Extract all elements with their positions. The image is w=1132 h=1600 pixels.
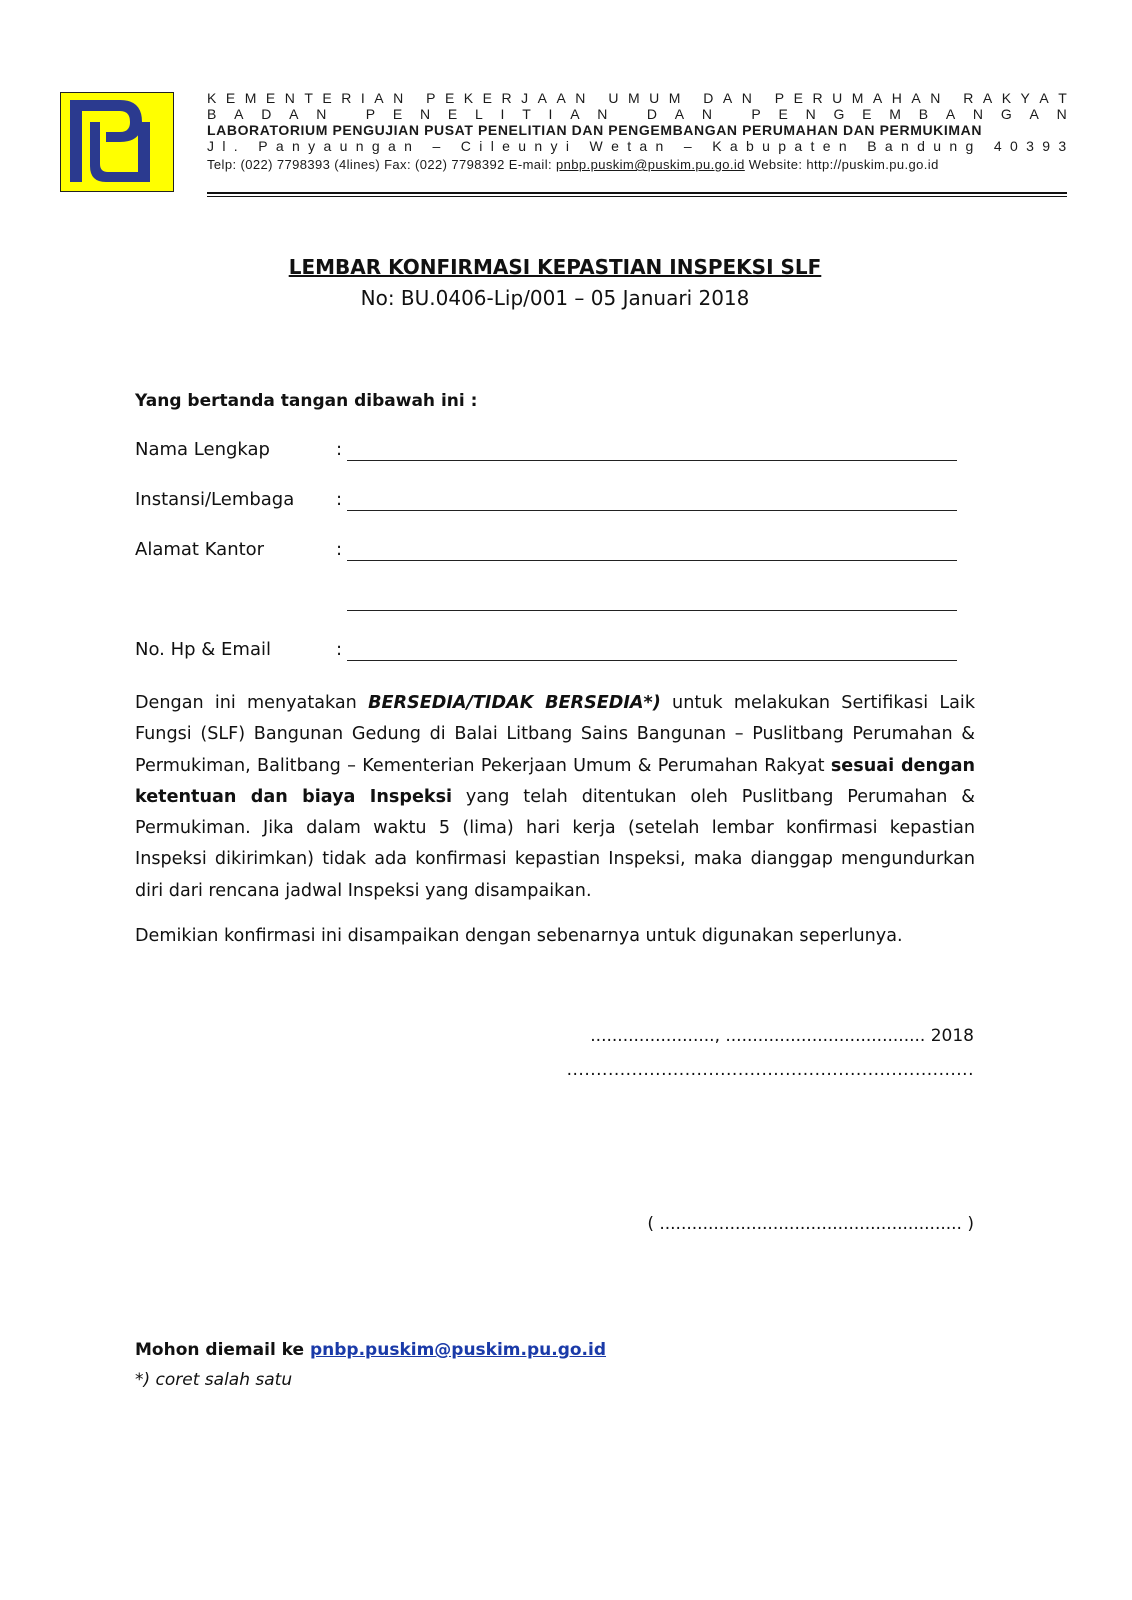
letterhead-char: U (832, 90, 843, 106)
letterhead-char: A (1039, 90, 1049, 106)
letterhead-char: D (703, 90, 714, 106)
letterhead-char: M (668, 90, 681, 106)
letterhead-char: D (646, 106, 657, 122)
letterhead-char: W (589, 138, 603, 154)
letterhead-char: 0 (1009, 138, 1018, 154)
letterhead-char: B (867, 138, 877, 154)
letterhead-char: E (444, 90, 455, 106)
letterhead-char (730, 106, 734, 122)
letterhead-char: a (794, 138, 803, 154)
letterhead-char: a (729, 138, 738, 154)
letterhead-char: l (222, 138, 226, 154)
letterhead-char: l (490, 138, 494, 154)
letterhead-char: n (901, 138, 909, 154)
colon: : (336, 489, 343, 510)
letterhead-char: e (822, 138, 831, 154)
letterhead-char: – (432, 138, 441, 154)
letterhead-char: A (556, 90, 566, 106)
footer-prefix: Mohon diemail ke (135, 1340, 310, 1360)
letterhead-char: Y (1020, 90, 1030, 106)
document-number: No: BU.0406-Lip/001 – 05 Januari 2018 (360, 286, 750, 310)
letterhead-char: I (360, 90, 365, 106)
letterhead (207, 90, 1067, 173)
letterhead-char: A (911, 90, 921, 106)
letterhead-char: a (387, 138, 396, 154)
letterhead-char: i (565, 138, 569, 154)
letterhead-char: N (316, 106, 327, 122)
letterhead-char (420, 138, 424, 154)
contact-line (207, 157, 1067, 173)
letterhead-char (449, 138, 453, 154)
letterhead-char (413, 90, 417, 106)
letterhead-char: p (778, 138, 787, 154)
letterhead-char (344, 106, 348, 122)
letterhead-char: R (812, 90, 823, 106)
signature-date: ......................., ..................................... 2018 (590, 1026, 974, 1046)
letterhead-char: E (447, 106, 458, 122)
ministry-name (207, 90, 1067, 106)
letterhead-char (625, 106, 629, 122)
field-label-nama: Nama Lengkap (135, 439, 270, 460)
letterhead-char: b (746, 138, 754, 154)
letterhead-char: A (945, 106, 956, 122)
letterhead-char: N (930, 90, 941, 106)
letterhead-char (982, 138, 986, 154)
alamat-line-1[interactable] (347, 560, 957, 561)
letterhead-email-link[interactable]: pnbp.puskim@puskim.pu.go.id (556, 157, 745, 172)
letterhead-char: G (833, 106, 845, 122)
letterhead-char: I (548, 106, 553, 122)
nama-lengkap-line[interactable] (347, 460, 957, 461)
letterhead-char: n (534, 138, 543, 154)
letterhead-char: R (963, 90, 974, 106)
letterhead-char: A (872, 90, 883, 106)
letterhead-char: E (322, 90, 332, 106)
letterhead-char: M (889, 106, 901, 122)
footer-email-line (135, 1340, 606, 1360)
letterhead-char: L (474, 106, 483, 122)
letterhead-char: G (1000, 106, 1012, 122)
letterhead-char: A (537, 90, 547, 106)
letterhead-char: R (501, 90, 512, 106)
choice-text: BERSEDIA/TIDAK BERSEDIA*) (368, 693, 661, 713)
closing-text: Demikian konfirmasi ini disampaikan dengan sebenarnya untuk digunakan seperlunya. (135, 926, 903, 946)
pu-logo (60, 92, 174, 192)
para-text: untuk melakukan Sertifikasi Laik Fungsi (SLF) Bangunan Gedung di Balai Litbang Sains Bangunan – Puslitbang Perumahan & Permukiman, Balitbang – Kementerian Pekerjaan Umum & Perumahan Rakyat (135, 693, 976, 776)
letterhead-char (595, 90, 599, 106)
colon: : (336, 439, 343, 460)
letterhead-char: A (234, 106, 244, 122)
letterhead-char: N (393, 90, 404, 106)
letterhead-char: E (225, 90, 236, 106)
letterhead-char: u (339, 138, 348, 154)
letterhead-char: u (933, 138, 942, 154)
letterhead-char: a (323, 138, 332, 154)
letterhead-char: T (522, 106, 531, 122)
letterhead-char: 3 (1026, 138, 1034, 154)
letterhead-char: n (949, 138, 958, 154)
letterhead-char: B (207, 106, 217, 122)
letterhead-char: i (479, 138, 483, 154)
letterhead-char: E (265, 90, 276, 106)
letterhead-char: P (365, 106, 376, 122)
letterhead-char (950, 90, 954, 106)
letterhead-char: n (838, 138, 847, 154)
colon: : (336, 639, 343, 660)
letterhead-char: K (207, 90, 217, 106)
letterhead-char: d (917, 138, 925, 154)
agency-name (207, 106, 1067, 122)
signature-role: ..................................................................... (566, 1060, 974, 1080)
letterhead-char: A (982, 90, 993, 106)
website: Website: http://puskim.pu.go.id (744, 157, 939, 172)
letterhead-char: P (774, 90, 785, 106)
letterhead-char: P (258, 138, 268, 154)
letterhead-char: a (884, 138, 893, 154)
bold-terms: sesuai dengan ketentuan dan biaya Inspeksi (135, 755, 975, 807)
letterhead-char: e (611, 138, 619, 154)
letterhead-char: n (292, 138, 300, 154)
letterhead-char: u (762, 138, 770, 154)
letterhead-char (672, 138, 676, 154)
footer-email-link[interactable]: pnbp.puskim@puskim.pu.go.id (309, 1340, 607, 1360)
letterhead-char: u (518, 138, 527, 154)
instansi-line[interactable] (347, 510, 957, 511)
letterhead-char: P (426, 90, 436, 106)
field-label-hp-email: No. Hp & Email (135, 639, 271, 660)
letterhead-char: y (550, 138, 558, 154)
letterhead-char: E (862, 106, 872, 122)
letterhead-char: M (627, 90, 640, 106)
letterhead-char: N (741, 90, 752, 106)
letterhead-char: . (233, 138, 238, 154)
letterhead-char (690, 90, 694, 106)
letterhead-char: t (627, 138, 632, 154)
colon: : (336, 539, 343, 560)
letterhead-char: a (275, 138, 284, 154)
statement-paragraph (135, 688, 975, 907)
letterhead-char (761, 90, 765, 106)
letterhead-char: N (575, 90, 586, 106)
letterhead-char: y (308, 138, 316, 154)
letterhead-char: B (918, 106, 929, 122)
letterhead-char: N (1056, 106, 1067, 122)
letterhead-char (246, 138, 250, 154)
letterhead-char: – (683, 138, 692, 154)
letterhead-char: N (701, 106, 712, 122)
letterhead-char: N (419, 106, 431, 122)
letterhead-char: a (639, 138, 648, 154)
footnote: *) coret salah satu (135, 1370, 293, 1390)
letterhead-char: K (463, 90, 474, 106)
letterhead-char: N (284, 90, 295, 106)
letterhead-char: R (341, 90, 352, 106)
letterhead-char: A (722, 90, 733, 106)
letterhead-char: A (1029, 106, 1039, 122)
letterhead-char: n (404, 138, 412, 154)
letterhead-char: M (244, 90, 257, 106)
letterhead-char (855, 138, 859, 154)
alamat-line-2[interactable] (347, 610, 957, 611)
letterhead-char: N (597, 106, 608, 122)
letterhead-char: H (891, 90, 902, 106)
letterhead-char: U (608, 90, 619, 106)
letterhead-char: J (521, 90, 529, 106)
letterhead-char: g (965, 138, 974, 154)
letterhead-char: E (778, 106, 788, 122)
letterhead-char: A (374, 90, 384, 106)
letterhead-char: N (972, 106, 984, 122)
letterhead-char: I (500, 106, 505, 122)
letterhead-char: J (207, 138, 214, 154)
letterhead-char: t (810, 138, 815, 154)
field-label-alamat: Alamat Kantor (135, 539, 265, 560)
contact-prefix: Telp: (022) 7798393 (4lines) Fax: (022) 7798392 E-mail: (207, 157, 557, 172)
header-rule-thin (207, 196, 1067, 197)
intro-text: Yang bertanda tangan dibawah ini : (135, 391, 478, 411)
letterhead-char (577, 138, 581, 154)
letterhead-char: P (751, 106, 761, 122)
letterhead-char: E (482, 90, 492, 106)
para-text: Dengan ini menyatakan (135, 693, 369, 713)
letterhead-char: n (655, 138, 664, 154)
address (207, 138, 1067, 154)
letterhead-char: A (570, 106, 580, 122)
letterhead-char: D (261, 106, 272, 122)
letterhead-char: n (355, 138, 364, 154)
lab-name: LABORATORIUM PENGUJIAN PUSAT PENELITIAN DAN PENGEMBANGAN PERUMAHAN DAN PERMUKIMAN (207, 122, 983, 138)
para-text: yang telah ditentukan oleh Puslitbang Perumahan & Permukiman. Jika dalam waktu 5 (lima) hari kerja (setelah lembar konfirmasi kepastian Inspeksi dikirimkan) tidak ada konfirmasi kepastian Inspeksi, maka dianggap mengundurkan diri dari rencana jadwal Inspeksi yang disampaikan. (135, 786, 975, 901)
letterhead-char: 4 (993, 138, 1002, 154)
letterhead-char: 3 (1058, 138, 1067, 154)
letterhead-char: E (392, 106, 403, 122)
letterhead-char: E (793, 90, 803, 106)
letterhead-char: T (304, 90, 313, 106)
letterhead-char: e (502, 138, 510, 154)
letterhead-char: A (289, 106, 299, 122)
letterhead-char: 9 (1042, 138, 1051, 154)
letterhead-char: C (460, 138, 471, 154)
letterhead-char: U (649, 90, 660, 106)
letterhead-char: K (712, 138, 722, 154)
letterhead-char: g (371, 138, 380, 154)
letterhead-char: N (805, 106, 816, 122)
signature-name: ( ........................................................ ) (647, 1214, 974, 1234)
header-rule (207, 192, 1067, 194)
letterhead-char: A (674, 106, 685, 122)
letterhead-char: T (1058, 90, 1067, 106)
hp-email-line[interactable] (347, 660, 957, 661)
letterhead-char: K (1001, 90, 1012, 106)
document-title: LEMBAR KONFIRMASI KEPASTIAN INSPEKSI SLF (288, 255, 822, 279)
letterhead-char: M (851, 90, 864, 106)
letterhead-char (700, 138, 704, 154)
field-label-instansi: Instansi/Lembaga (135, 489, 295, 510)
